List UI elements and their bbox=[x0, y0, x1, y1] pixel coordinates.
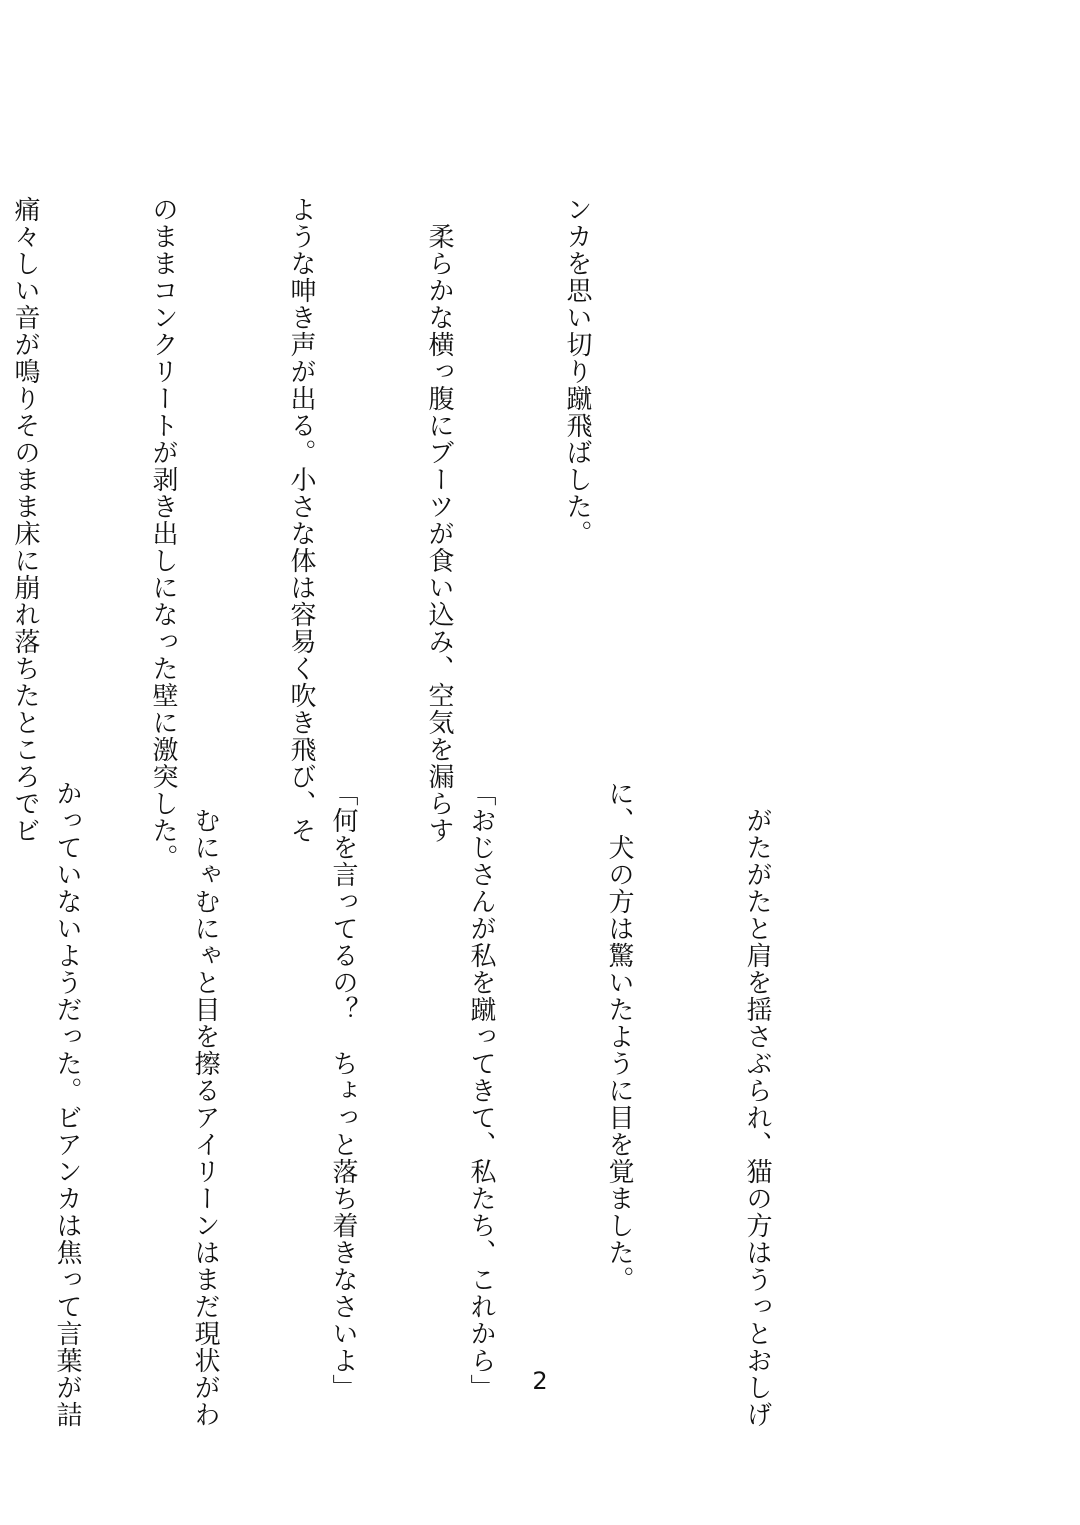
text-column: がたがたと肩を揺さぶられ、猫の方はうっとおしげ bbox=[742, 780, 772, 1428]
page-number: 2 bbox=[532, 1367, 548, 1395]
text-column: ンカを思い切り蹴飛ばした。 bbox=[562, 196, 592, 547]
text-block-upper bbox=[10, 196, 692, 871]
text-column: 柔らかな横っ腹にブーツが食い込み、空気を漏らす bbox=[424, 196, 454, 844]
text-column: むにゃむにゃと目を擦るアイリーンはまだ現状がわ bbox=[190, 780, 220, 1428]
text-column: かっていないようだった。ビアンカは焦って言葉が詰 bbox=[52, 780, 82, 1428]
text-column: 痛々しい音が鳴りそのまま床に崩れ落ちたところでビ bbox=[10, 196, 40, 844]
text-column: ような呻き声が出る。小さな体は容易く吹き飛び、そ bbox=[286, 196, 316, 844]
text-column: 「おじさんが私を蹴ってきて、私たち、これから」 bbox=[466, 780, 496, 1401]
text-block-lower bbox=[52, 780, 872, 1428]
text-column: に、犬の方は驚いたように目を覚ました。 bbox=[604, 780, 634, 1293]
text-column: 「何を言ってるの？ ちょっと落ち着きなさいよ」 bbox=[328, 780, 358, 1401]
text-column: のままコンクリートが剥き出しになった壁に激突した。 bbox=[148, 196, 178, 871]
